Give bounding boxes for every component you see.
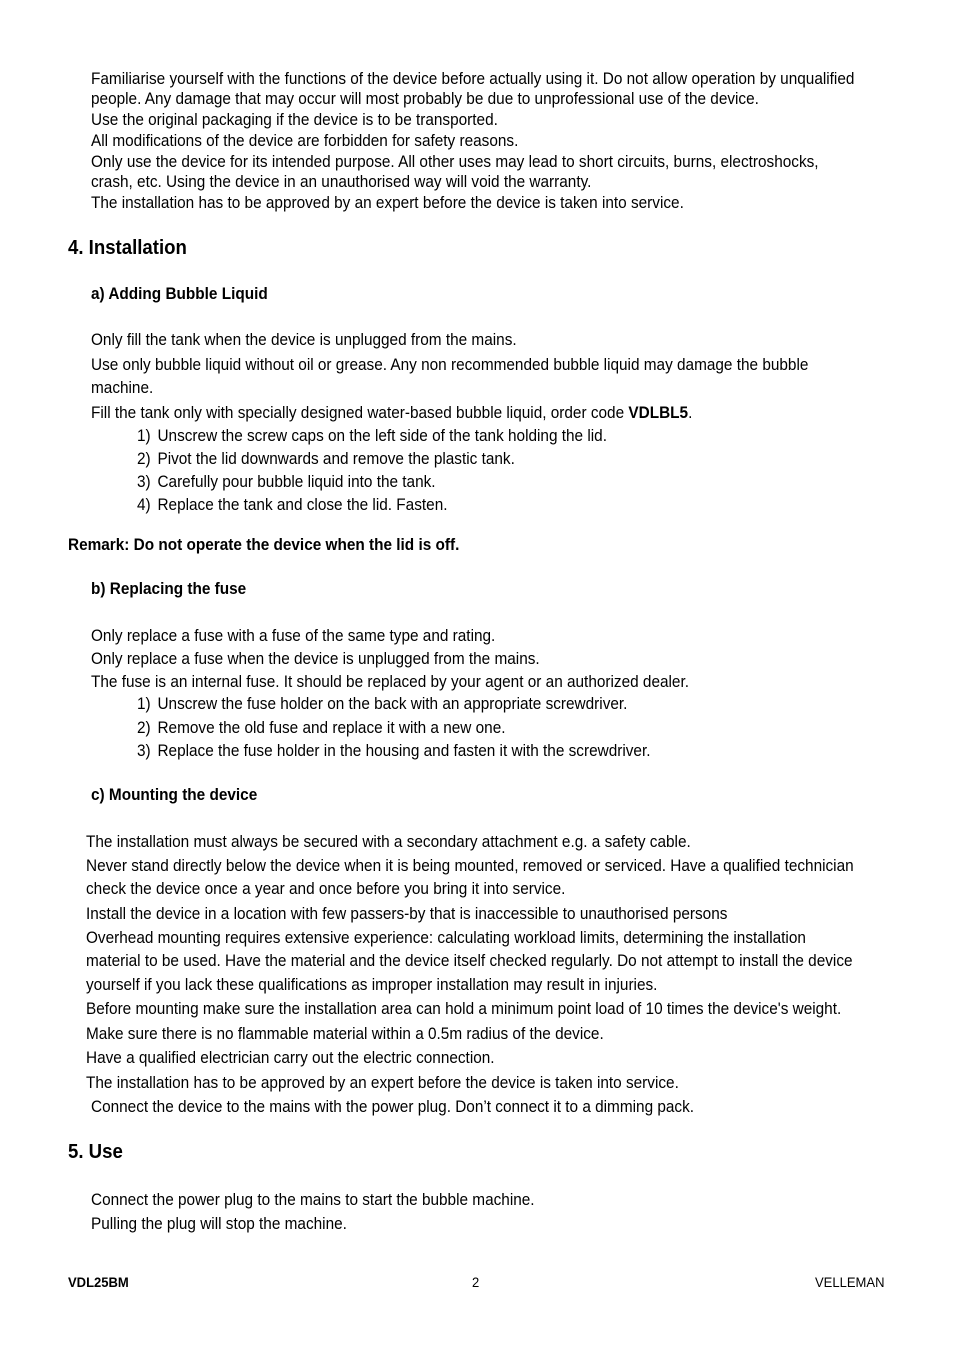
step-number: 3) xyxy=(137,742,151,760)
a-line-3: machine. xyxy=(91,379,154,397)
a-line-4-text: Fill the tank only with specially designed water-based bubble liquid, order code xyxy=(91,404,629,422)
intro-line-4: All modifications of the device are forbidden for safety reasons. xyxy=(91,132,519,150)
c-line-9: Make sure there is no flammable material within a 0.5m radius of the device. xyxy=(86,1025,604,1043)
step-number: 3) xyxy=(137,473,151,491)
c-line-7: yourself if you lack these qualifications as improper installation may result in injuries. xyxy=(86,976,658,994)
c-line-4: Install the device in a location with few passers-by that is inaccessible to unauthorised persons xyxy=(86,905,728,923)
b-step-1 xyxy=(137,694,627,714)
footer-brand: VELLEMAN xyxy=(815,1274,885,1290)
c-line-3: check the device once a year and once before you bring it into service. xyxy=(86,880,566,898)
footer-page-number: 2 xyxy=(472,1274,480,1290)
intro-line-2: people. Any damage that may occur will most probably be due to unprofessional use of the device. xyxy=(91,90,759,108)
section-5-heading: 5. Use xyxy=(68,1141,123,1163)
c-line-6: material to be used. Have the material and the device itself checked regularly. Do not attempt to install the device xyxy=(86,952,853,970)
a-step-2 xyxy=(137,449,515,469)
b-step-2 xyxy=(137,718,505,738)
intro-line-5: Only use the device for its intended purpose. All other uses may lead to short circuits, burns, electroshocks, xyxy=(91,153,819,171)
b-line-1: Only replace a fuse with a fuse of the same type and rating. xyxy=(91,627,496,645)
subsection-c-heading: c) Mounting the device xyxy=(91,786,258,804)
b-line-2: Only replace a fuse when the device is unplugged from the mains. xyxy=(91,650,540,668)
step-text: Unscrew the fuse holder on the back with an appropriate screwdriver. xyxy=(157,695,628,713)
intro-line-6: crash, etc. Using the device in an unauthorised way will void the warranty. xyxy=(91,173,592,191)
step-number: 1) xyxy=(137,695,151,713)
intro-line-1: Familiarise yourself with the functions of the device before actually using it. Do not allow operation by unqualified xyxy=(91,70,855,88)
c-line-1: The installation must always be secured with a secondary attachment e.g. a safety cable. xyxy=(86,833,691,851)
c-line-10: Have a qualified electrician carry out the electric connection. xyxy=(86,1049,495,1067)
step-text: Replace the tank and close the lid. Fasten. xyxy=(157,496,448,514)
a-step-4 xyxy=(137,495,447,515)
c-line-11: The installation has to be approved by an expert before the device is taken into service. xyxy=(86,1074,679,1092)
subsection-a-heading: a) Adding Bubble Liquid xyxy=(91,285,268,303)
c-line-12: Connect the device to the mains with the power plug. Don’t connect it to a dimming pack. xyxy=(91,1098,695,1116)
b-line-3: The fuse is an internal fuse. It should be replaced by your agent or an authorized dealer. xyxy=(91,673,689,691)
step-text: Pivot the lid downwards and remove the plastic tank. xyxy=(157,450,515,468)
step-number: 2) xyxy=(137,450,151,468)
a-step-3 xyxy=(137,472,436,492)
a-line-2: Use only bubble liquid without oil or grease. Any non recommended bubble liquid may damage the bubble xyxy=(91,356,809,374)
step-text: Carefully pour bubble liquid into the tank. xyxy=(157,473,436,491)
step-number: 4) xyxy=(137,496,151,514)
footer-model: VDL25BM xyxy=(68,1274,129,1290)
a-step-1 xyxy=(137,426,607,446)
c-line-8: Before mounting make sure the installation area can hold a minimum point load of 10 times the device's weight. xyxy=(86,1000,842,1018)
subsection-b-heading: b) Replacing the fuse xyxy=(91,580,247,598)
a-line-1: Only fill the tank when the device is unplugged from the mains. xyxy=(91,331,517,349)
order-code: VDLBL5 xyxy=(628,404,689,422)
step-text: Remove the old fuse and replace it with a new one. xyxy=(157,719,506,737)
step-number: 2) xyxy=(137,719,151,737)
intro-line-7: The installation has to be approved by an expert before the device is taken into service. xyxy=(91,194,684,212)
b-step-3 xyxy=(137,741,651,761)
use-line-1: Connect the power plug to the mains to start the bubble machine. xyxy=(91,1191,535,1209)
c-line-5: Overhead mounting requires extensive experience: calculating workload limits, determining the installation xyxy=(86,929,806,947)
c-line-2: Never stand directly below the device when it is being mounted, removed or serviced. Have a qualified technician xyxy=(86,857,854,875)
intro-line-3: Use the original packaging if the device is to be transported. xyxy=(91,111,498,129)
step-text: Unscrew the screw caps on the left side of the tank holding the lid. xyxy=(157,427,607,445)
remark: Remark: Do not operate the device when the lid is off. xyxy=(68,536,460,554)
step-text: Replace the fuse holder in the housing and fasten it with the screwdriver. xyxy=(157,742,651,760)
step-number: 1) xyxy=(137,427,151,445)
use-line-2: Pulling the plug will stop the machine. xyxy=(91,1215,347,1233)
section-4-heading: 4. Installation xyxy=(68,237,187,259)
order-code-suffix: . xyxy=(688,404,693,422)
a-line-4 xyxy=(91,403,692,423)
